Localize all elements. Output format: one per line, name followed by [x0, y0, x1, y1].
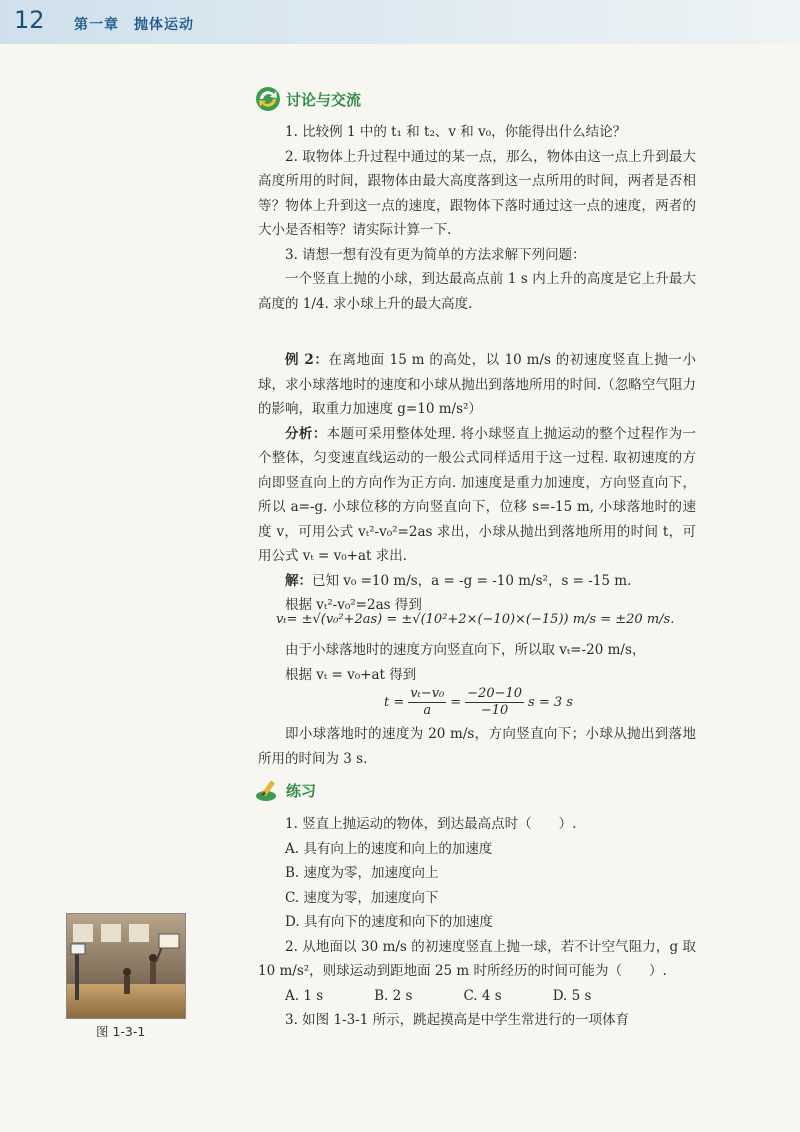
eq-time-num-1: vₜ−v₀	[410, 686, 445, 701]
solution-step-3: 根据 vₜ = v₀+at 得到	[285, 666, 417, 683]
analysis-text: 本题可采用整体处理. 将小球竖直上抛运动的整个过程作为一个整体，匀变速直线运动的一般公式同样适用于这一过程. 取初速度的方向即竖直向上的方向作为正方向. 加速度是重力加速度，方向竖直向下，所以 a=-g. 小球位移的方向竖直向下，位移 s=-15 m, 小球落地时的速度 v，可用公式 vₜ²-v₀²=2as 求出，小球从抛出到落地所用的时间 t，可用公式 vₜ = v₀+at 求出.	[258, 425, 697, 564]
page-number: 12	[14, 6, 45, 34]
conclusion-text: 即小球落地时的速度为 20 m/s，方向竖直向下；小球从抛出到落地所用的时间为 3 s.	[258, 726, 696, 767]
practice-q1-c: C. 速度为零，加速度向下	[285, 889, 439, 906]
equation-velocity: vₜ= ±√(v₀²+2as) = ±√(10²+2×(−10)×(−15)) m/s = ±20 m/s.	[276, 612, 675, 627]
example-2	[258, 348, 696, 618]
discussion-title: 讨论与交流	[286, 90, 362, 109]
analysis-label: 分析：	[285, 425, 327, 442]
practice-q1-b: B. 速度为零，加速度向上	[285, 865, 439, 881]
discussion-q1: 1. 比较例 1 中的 t₁ 和 t₂、v 和 v₀，你能得出什么结论？	[285, 124, 627, 140]
eq-time-frac-2	[465, 686, 524, 719]
figure-gym-photo	[66, 913, 186, 1019]
eq-time-lhs: t =	[384, 695, 405, 710]
page-header	[0, 0, 800, 44]
practice-q1-a: A. 具有向上的速度和向上的加速度	[285, 840, 493, 857]
q2-option-a: A. 1 s	[285, 987, 324, 1004]
practice-q1-d: D. 具有向下的速度和向下的加速度	[285, 914, 493, 930]
solution-steps	[258, 638, 696, 687]
figure-caption: 图 1-3-1	[96, 1024, 146, 1039]
practice-title: 练习	[286, 781, 317, 800]
example-text: 在离地面 15 m 的高处，以 10 m/s 的初速度竖直上抛一小球，求小球落地时的速度和小球从抛出到落地所用的时间.（忽略空气阻力的影响，取重力加速度 g=10 m/s²）	[258, 352, 697, 417]
solution-step-2: 由于小球落地时的速度方向竖直向下，所以取 vₜ=-20 m/s，	[285, 642, 646, 658]
discussion-q3-body: 一个竖直上抛的小球，到达最高点前 1 s 内上升的高度是它上升最大高度的 1/4. 求小球上升的最大高度.	[258, 271, 696, 312]
q2-option-c: C. 4 s	[463, 987, 502, 1004]
practice-q1: 1. 竖直上抛运动的物体，到达最高点时（ ）.	[285, 816, 577, 832]
discussion-q2: 2. 取物体上升过程中通过的某一点，那么，物体由这一点上升到最大高度所用的时间，跟物体由最大高度落到这一点所用的时间，两者是否相等？物体上升到这一点的速度，跟物体下落时通过这一点的速度，两者的大小是否相等？请实际计算一下.	[258, 148, 696, 238]
q2-option-b: B. 2 s	[374, 987, 413, 1004]
eq-time-den-1: a	[423, 703, 432, 718]
discussion-icon	[254, 85, 282, 113]
example-label: 例 2：	[285, 352, 329, 368]
solution-given: 已知 v₀ =10 m/s，a = -g = -10 m/s²，s = -15 m.	[312, 572, 632, 589]
eq-time-num-2: −20−10	[467, 686, 523, 701]
q2-option-d: D. 5 s	[552, 987, 592, 1004]
practice-q2-options	[258, 984, 696, 1009]
eq-time-den-2: −10	[480, 703, 509, 718]
discussion-heading	[254, 85, 361, 113]
example-conclusion	[258, 722, 696, 771]
chapter-title: 第一章 抛体运动	[74, 17, 194, 33]
practice-heading	[254, 776, 316, 804]
discussion-body	[258, 120, 696, 316]
eq-time-frac-1	[408, 686, 446, 719]
practice-q3: 3. 如图 1-3-1 所示，跳起摸高是中学生常进行的一项体育	[285, 1012, 630, 1028]
equation-time	[384, 686, 573, 719]
pencil-icon	[254, 776, 282, 804]
eq-time-rhs: s = 3 s	[528, 695, 573, 710]
practice-body	[258, 812, 696, 1033]
solution-step-1: 根据 vₜ²-v₀²=2as 得到	[285, 597, 422, 613]
discussion-q3: 3. 请想一想有没有更为简单的方法求解下列问题：	[285, 246, 586, 263]
solution-label: 解：	[285, 572, 312, 589]
eq-time-eq: =	[450, 695, 462, 710]
practice-q2: 2. 从地面以 30 m/s 的初速度竖直上抛一球，若不计空气阻力，g 取 10 m/s²，则球运动到距地面 25 m 时所经历的时间可能为（ ）.	[258, 938, 696, 979]
